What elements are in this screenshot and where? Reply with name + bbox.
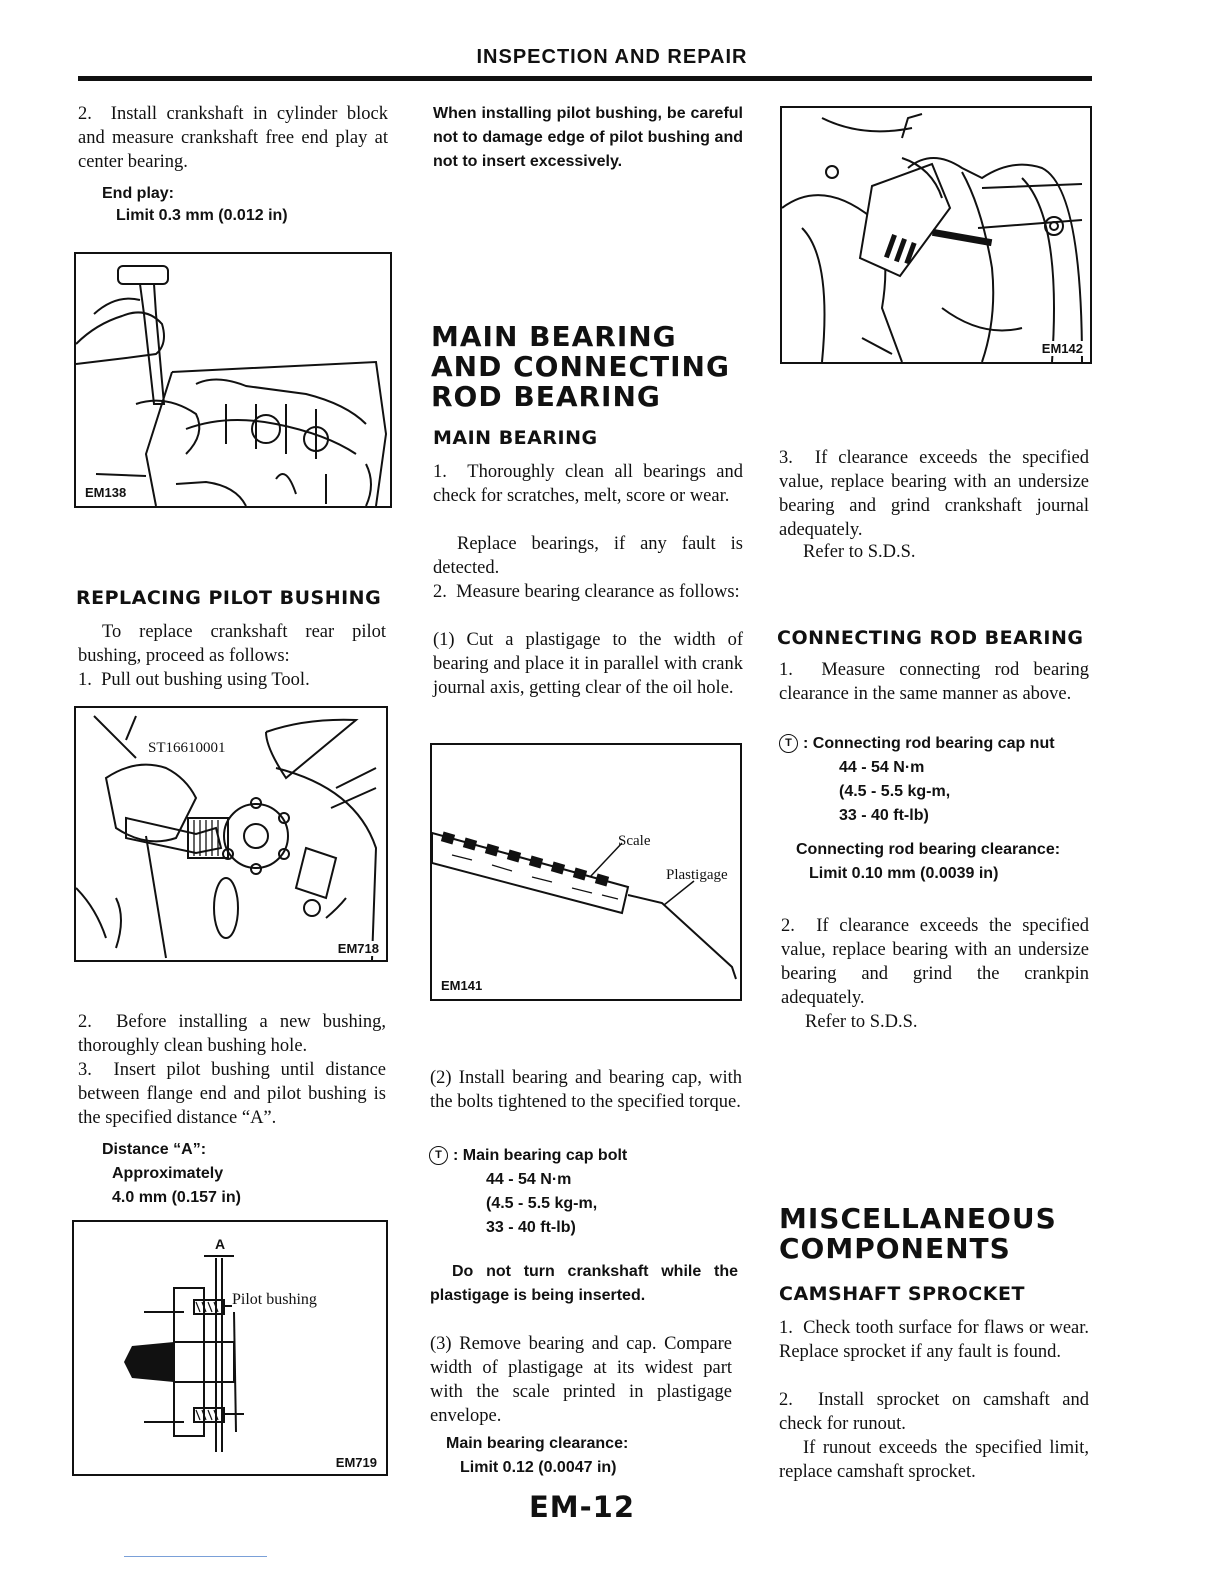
main-bearing-sub-1: (1) Cut a plastigage to the width of bearing and place it in parallel with crank journal axis, getting clear of the oil hole. [433,630,743,698]
main-bearing-sub-2: (2) Install bearing and bearing cap, with the bolts tightened to the specified torque. [430,1068,742,1112]
header-rule [78,76,1092,81]
figure-em141-label: EM141 [438,978,485,993]
plastigage-warning: Do not turn crankshaft while the plastigage is being inserted. [430,1263,738,1304]
pilot-step-3: 3. Insert pilot bushing until distance between flange end and pilot bushing is the specified distance “A”. [78,1060,386,1128]
heading-main-bearing: MAIN BEARING [433,427,598,449]
distance-value: 4.0 mm (0.157 in) [112,1189,241,1206]
main-bearing-torque: T : Main bearing cap bolt [429,1144,627,1168]
pilot-bushing-section-illustration [74,1222,386,1474]
conrod-clearance-value: Limit 0.10 mm (0.0039 in) [809,865,999,882]
conrod-torque: T : Connecting rod bearing cap nut [779,732,1055,756]
page-header: INSPECTION AND REPAIR [476,46,748,68]
heading-connecting-rod-bearing: CONNECTING ROD BEARING [777,627,1084,649]
main-bearing-clearance-value: Limit 0.12 (0.0047 in) [460,1459,617,1476]
pilot-bushing-callout: Pilot bushing [232,1288,317,1312]
plastigage-on-journal-illustration [782,108,1090,362]
camshaft-step-2b: If runout exceeds the specified limit, replace camshaft sprocket. [779,1438,1089,1482]
main-bearing-torque-nm: 44 - 54 N·m [486,1171,572,1188]
main-bearing-step-1b: Replace bearings, if any fault is detected. [433,534,743,578]
figure-em719-label: EM719 [333,1455,380,1470]
page-number: EM-12 [528,1490,636,1524]
heading-miscellaneous-components: MISCELLANEOUS COMPONENTS [779,1202,1057,1265]
endplay-label: End play: [102,185,175,202]
conrod-step-2-ref: Refer to S.D.S. [805,1012,918,1032]
endplay-value: Limit 0.3 mm (0.012 in) [116,207,288,224]
conrod-step-2: 2. If clearance exceeds the specified value, replace bearing with an undersize bearing and grind the crankpin adequately. [781,916,1090,1008]
figure-em718 [74,706,388,962]
pilot-step-1: 1. Pull out bushing using Tool. [78,670,310,690]
figure-em719 [72,1220,388,1476]
main-bearing-torque-ftlb: 33 - 40 ft-lb) [486,1219,576,1236]
main-bearing-sub-3: (3) Remove bearing and cap. Compare width of plastigage at its widest part with the scale printed in plastigage envelope. [430,1334,732,1426]
heading-replacing-pilot-bushing: REPLACING PILOT BUSHING [76,587,382,609]
torque-icon: T [779,734,798,753]
figure-em141 [430,743,742,1001]
figure-em718-label: EM718 [335,941,382,956]
main-bearing-torque-kgm: (4.5 - 5.5 kg-m, [486,1195,598,1212]
tool-number-label: ST16610001 [146,736,228,760]
main-bearing-step-3-ref: Refer to S.D.S. [803,542,916,562]
main-bearing-step-3: 3. If clearance exceeds the specified value, replace bearing with an undersize bearing and grind crankshaft journal adequately. [779,448,1090,540]
conrod-step-1: 1. Measure connecting rod bearing clearance in the same manner as above. [779,660,1089,704]
figure-em138 [74,252,392,508]
figure-em138-label: EM138 [82,485,129,500]
scale-callout: Scale [618,833,651,849]
conrod-torque-nm: 44 - 54 N·m [839,759,925,776]
dimension-a-label: A [215,1236,226,1252]
main-bearing-step-1: 1. Thoroughly clean all bearings and check for scratches, melt, score or wear. [433,462,743,506]
figure-em142-label: EM142 [1039,341,1086,356]
camshaft-step-1: 1. Check tooth surface for flaws or wear. Replace sprocket if any fault is found. [779,1318,1090,1362]
crankshaft-step-2: 2. Install crankshaft in cylinder block and measure crankshaft free end play at center bearing. [78,104,389,172]
conrod-clearance-label: Connecting rod bearing clearance: [796,841,1061,858]
pilot-intro: To replace crankshaft rear pilot bushing, proceed as follows: [78,622,386,666]
main-bearing-clearance-label: Main bearing clearance: [446,1435,629,1452]
pilot-bushing-caution: When installing pilot bushing, be careful not to damage edge of pilot bushing and not to insert excessively. [433,105,743,170]
pilot-bushing-puller-illustration [76,708,386,960]
conrod-torque-ftlb: 33 - 40 ft-lb) [839,807,929,824]
conrod-torque-kgm: (4.5 - 5.5 kg-m, [839,783,951,800]
crankshaft-endplay-illustration [76,254,390,506]
heading-camshaft-sprocket: CAMSHAFT SPROCKET [779,1283,1025,1305]
figure-em142 [780,106,1092,364]
camshaft-step-2: 2. Install sprocket on camshaft and check for runout. [779,1390,1089,1434]
plastigage-callout: Plastigage [666,867,728,883]
distance-label: Distance “A”: [102,1141,207,1158]
footer-rule [124,1556,267,1557]
main-bearing-step-2: 2. Measure bearing clearance as follows: [433,582,740,602]
distance-approx: Approximately [112,1165,224,1182]
torque-icon: T [429,1146,448,1165]
pilot-step-2: 2. Before installing a new bushing, thoroughly clean bushing hole. [78,1012,386,1056]
heading-main-and-conrod-bearing: MAIN BEARING AND CONNECTING ROD BEARING [431,320,730,413]
